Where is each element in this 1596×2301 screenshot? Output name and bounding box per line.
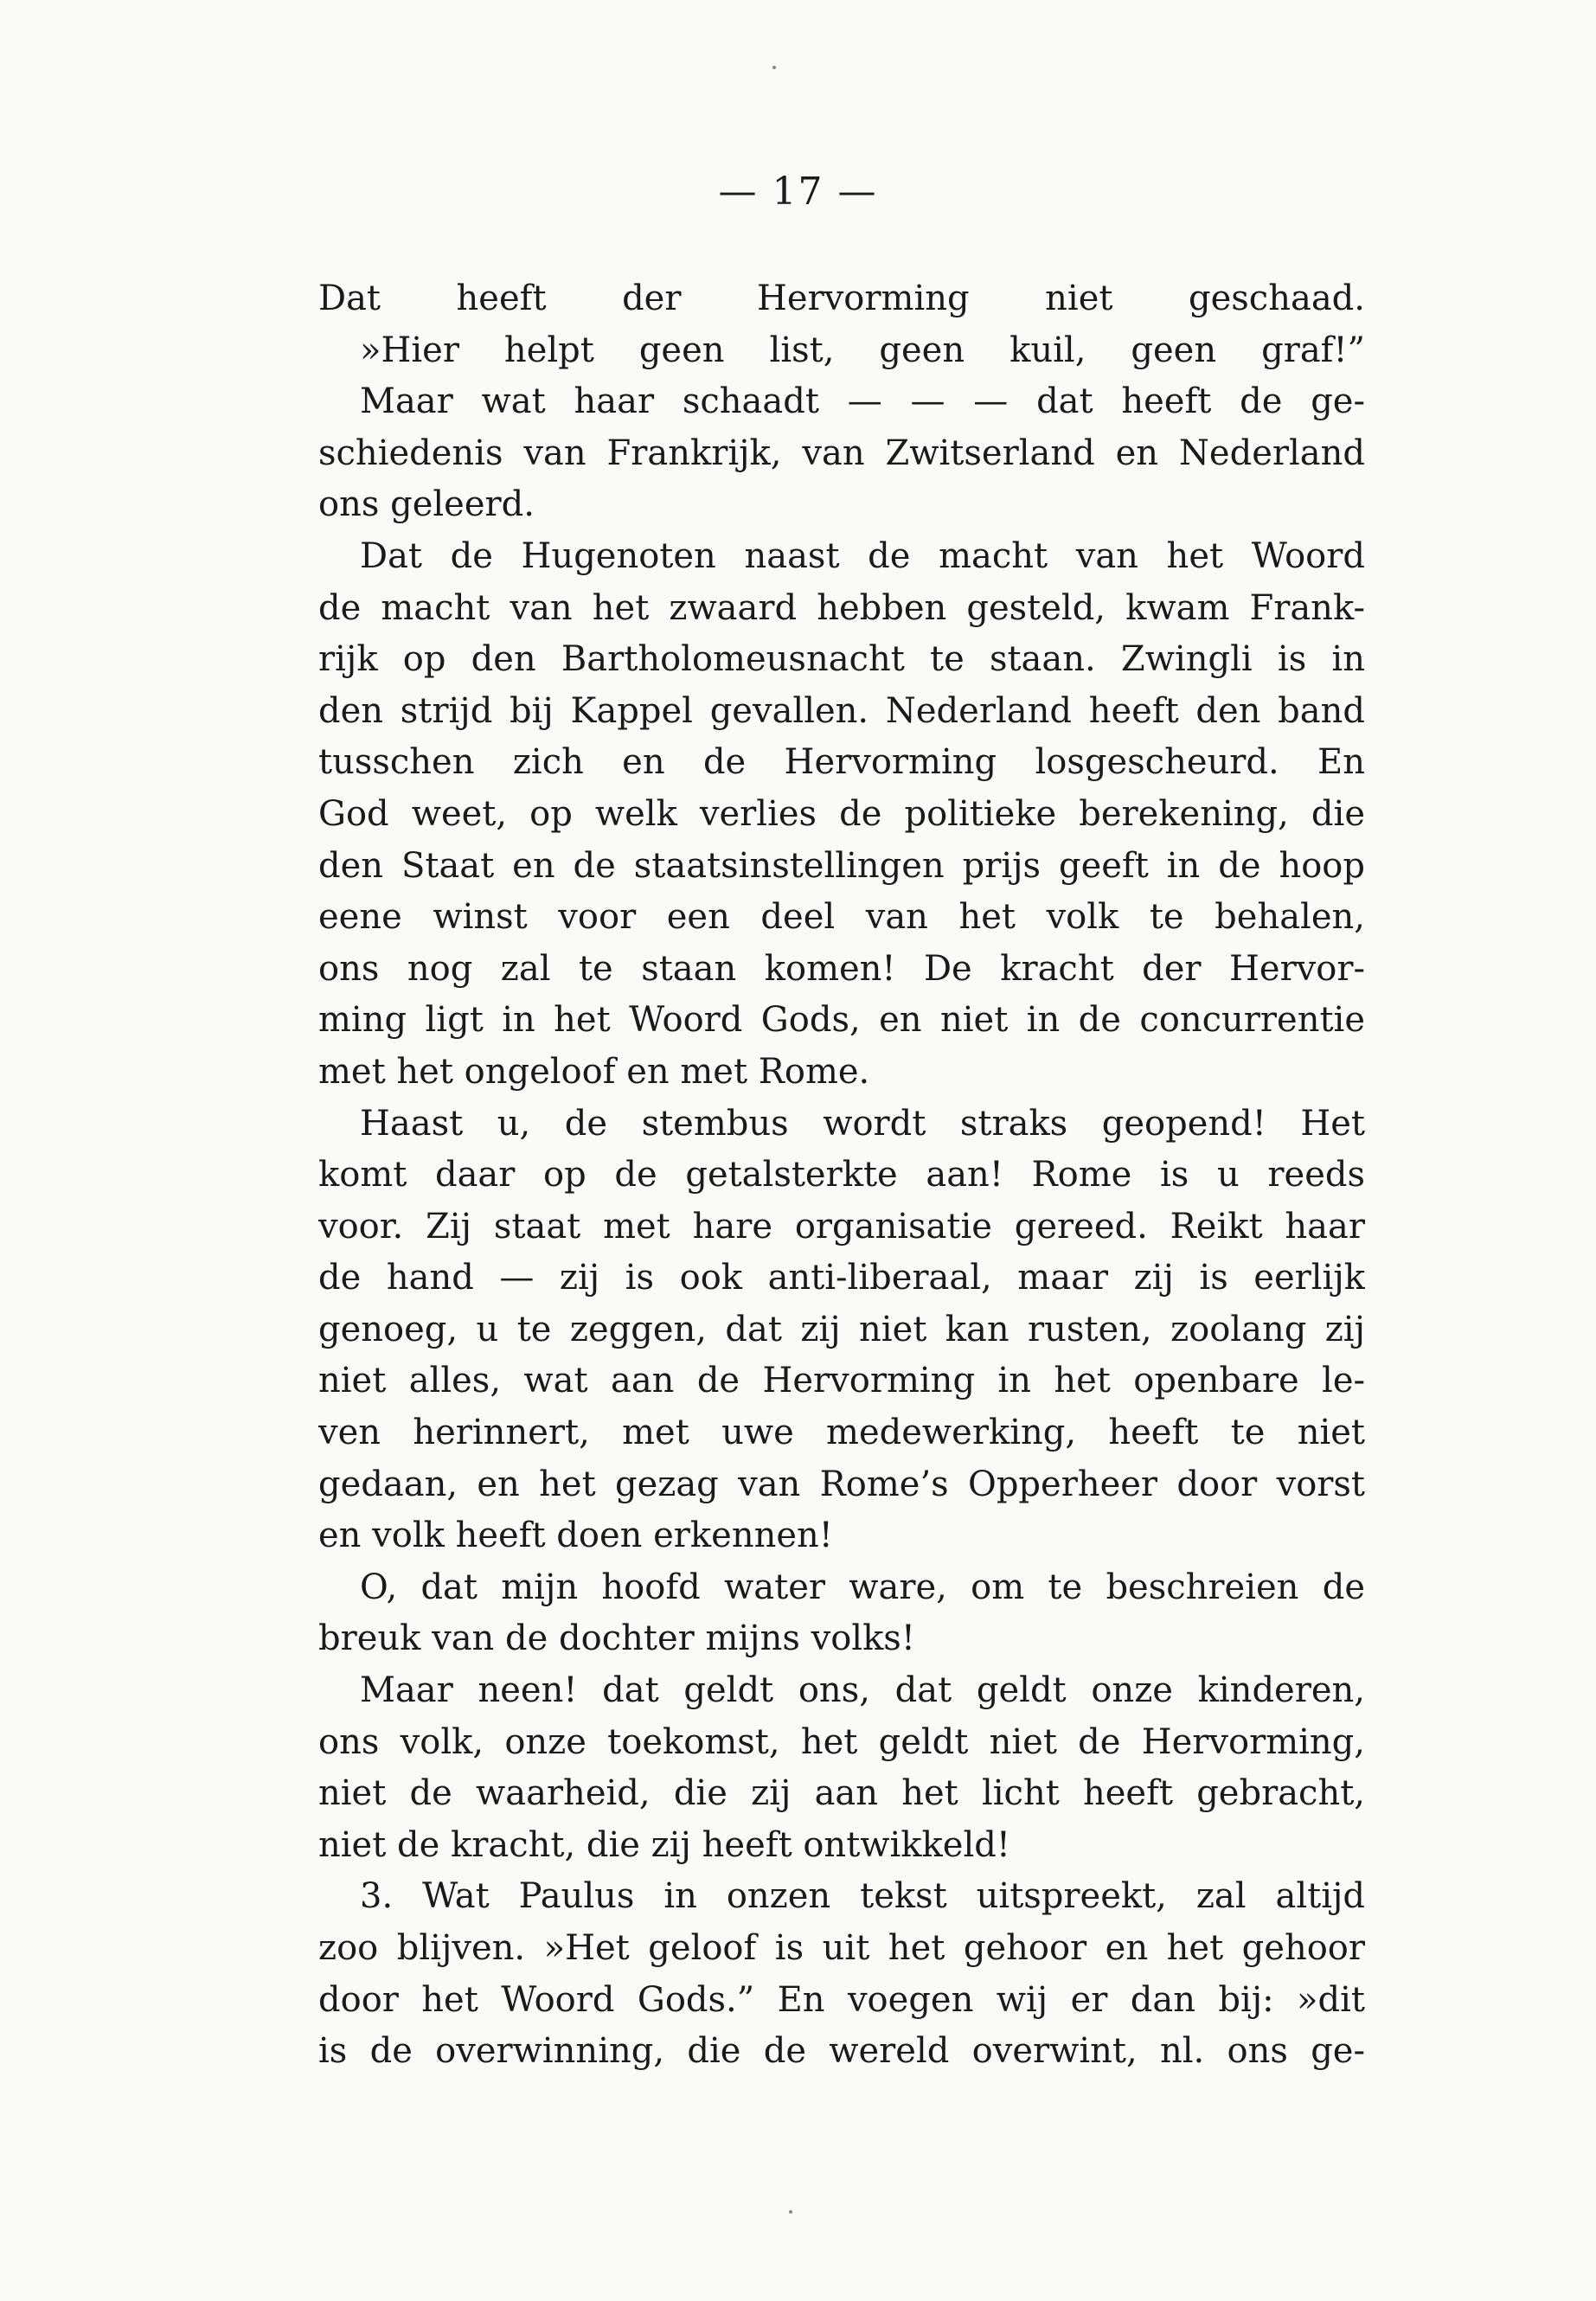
text-line: O, dat mijn hoofd water ware, om te beschreien de: [360, 1567, 1365, 1607]
text-line: komt daar op de getalsterkte aan! Rome is u reeds: [318, 1155, 1365, 1195]
body-text: [318, 273, 1365, 2078]
text-line: 3. Wat Paulus in onzen tekst uitspreekt, zal altijd: [360, 1876, 1365, 1917]
text-line: eene winst voor een deel van het volk te behalen,: [318, 897, 1365, 938]
text-line: den Staat en de staatsinstellingen prijs geeft in de hoop: [318, 845, 1365, 886]
text-line: niet alles, wat aan de Hervorming in het openbare le-: [318, 1361, 1365, 1401]
text-line: ons volk, onze toekomst, het geldt niet de Hervorming,: [318, 1721, 1365, 1762]
text-line: Dat de Hugenoten naast de macht van het Woord: [360, 535, 1365, 576]
text-line: schiedenis van Frankrijk, van Zwitserland en Nederland: [318, 433, 1365, 473]
text-line: is de overwinning, die de wereld overwint, nl. ons ge-: [318, 2031, 1365, 2072]
text-line: gedaan, en het gezag van Rome’s Opperheer door vorst: [318, 1464, 1365, 1504]
text-line: ming ligt in het Woord Gods, en niet in de concurrentie: [318, 1000, 1365, 1041]
text-line: ven herinnert, met uwe medewerking, heeft te niet: [318, 1413, 1365, 1453]
text-line: »Hier helpt geen list, geen kuil, geen graf!”: [360, 330, 1365, 370]
page-number: — 17 —: [718, 170, 878, 214]
text-line: de hand — zij is ook anti-liberaal, maar zij is eerlijk: [318, 1258, 1365, 1298]
text-line: met het ongeloof en met Rome.: [318, 1051, 870, 1092]
text-line: zoo blijven. »Het geloof is uit het gehoor en het gehoor: [318, 1928, 1365, 1968]
text-line: God weet, op welk verlies de politieke berekening, die: [318, 793, 1365, 834]
text-line: voor. Zij staat met hare organisatie gereed. Reikt haar: [318, 1206, 1365, 1247]
text-line: den strijd bij Kappel gevallen. Nederland heeft den band: [318, 690, 1365, 731]
text-line: en volk heeft doen erkennen!: [318, 1516, 833, 1556]
text-line: genoeg, u te zeggen, dat zij niet kan rusten, zoolang zij: [318, 1309, 1365, 1349]
text-line: niet de kracht, die zij heeft ontwikkeld!: [318, 1824, 1010, 1865]
text-line: breuk van de dochter mijns volks!: [318, 1618, 915, 1659]
ink-speck-bottom: [789, 2210, 792, 2214]
text-line: de macht van het zwaard hebben gesteld, kwam Frank-: [318, 587, 1365, 628]
text-line: door het Woord Gods.” En voegen wij er dan bij: »dit: [318, 1979, 1365, 2020]
text-line: rijk op den Bartholomeusnacht te staan. Zwingli is in: [318, 639, 1365, 680]
text-line: tusschen zich en de Hervorming losgescheurd. En: [318, 742, 1365, 783]
text-line: Maar neen! dat geldt ons, dat geldt onze kinderen,: [360, 1670, 1365, 1711]
ink-speck-top: [772, 66, 776, 69]
text-line: niet de waarheid, die zij aan het licht heeft gebracht,: [318, 1773, 1365, 1814]
text-line: ons geleerd.: [318, 484, 535, 525]
text-line: Dat heeft der Hervorming niet geschaad.: [318, 279, 1365, 318]
text-line: ons nog zal te staan komen! De kracht der Hervor-: [318, 948, 1365, 989]
text-line: Maar wat haar schaadt — — — dat heeft de ge-: [360, 381, 1365, 422]
text-line: Haast u, de stembus wordt straks geopend! Het: [360, 1103, 1365, 1144]
